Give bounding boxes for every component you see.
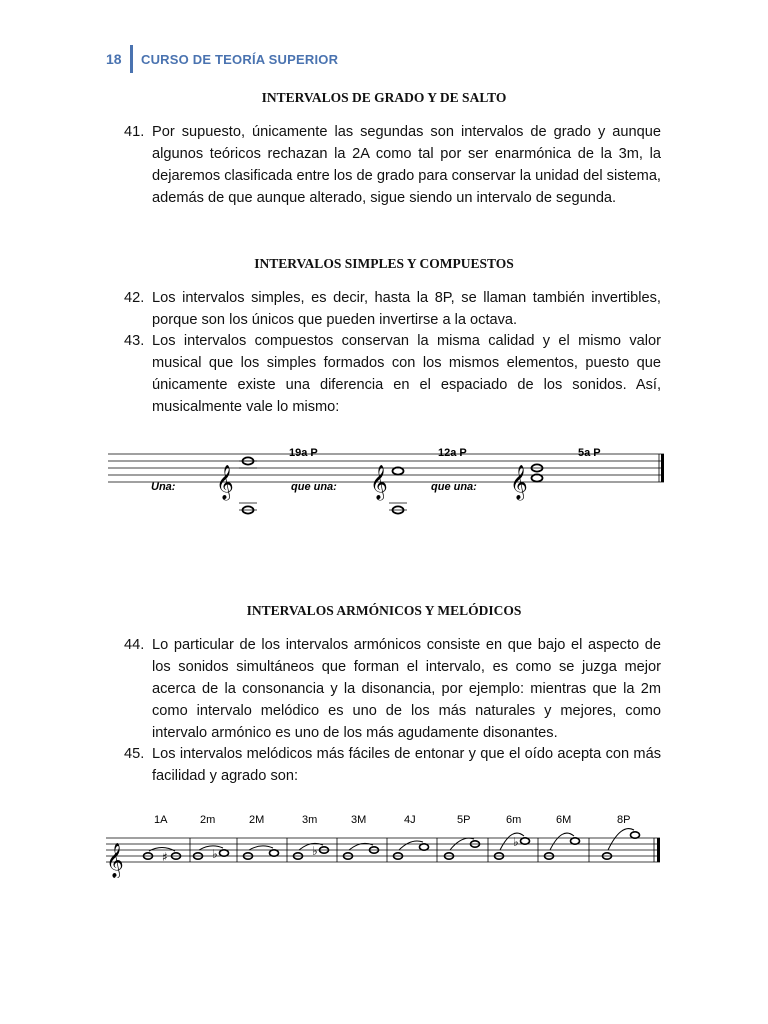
paragraph-45: 45. Los intervalos melódicos más fáciles de entonar y que el oído acepta con más facilidad y agrado son: — [128, 743, 661, 787]
page-number: 18 — [106, 51, 122, 67]
paragraph-41: 41. Por supuesto, únicamente las segundas son intervalos de grado y aunque algunos teóricos rechazan la 2A como tal por ser enarmónica de la 3m, la dejaremos clasificada entre los de grado para conservar la unidad del sistema, además de que aunque alterado, sigue siendo un intervalo de segunda. — [128, 121, 661, 209]
treble-clef-icon: 𝄞 — [216, 465, 234, 500]
interval-label-1A: 1A — [154, 814, 168, 826]
interval-label-12aP: 12a P — [438, 447, 467, 459]
sharp-icon: ♯ — [162, 850, 168, 864]
inline-label-que-una-2: que una: — [431, 481, 477, 493]
header-title: CURSO DE TEORÍA SUPERIOR — [141, 51, 339, 67]
paragraph-43: 43. Los intervalos compuestos conservan la misma calidad y el mismo valor musical que los simples formados con los mismos elementos, puesto que únicamente existe una diferencia en el espaciado de los sonidos. Así, musicalmente vale lo mismo: — [128, 330, 661, 418]
paragraph-42: 42. Los intervalos simples, es decir, hasta la 8P, se llaman también invertibles, porque son los únicos que pueden invertirse a la octava. — [128, 287, 661, 331]
interval-label-5aP: 5a P — [578, 447, 601, 459]
section-title-armonicos-melodicos: INTERVALOS ARMÓNICOS Y MELÓDICOS — [246, 603, 522, 618]
music-staff-compound-intervals — [108, 440, 668, 520]
flat-icon: ♭ — [513, 835, 519, 849]
interval-label-5P: 5P — [457, 814, 471, 826]
interval-label-6M: 6M — [556, 814, 572, 826]
item-text: Los intervalos melódicos más fáciles de entonar y que el oído acepta con más facilidad y agrado son: — [152, 746, 661, 784]
page-header — [106, 46, 338, 72]
interval-label-8P: 8P — [617, 814, 631, 826]
interval-label-4J: 4J — [404, 814, 416, 826]
treble-clef-icon: 𝄞 — [106, 843, 124, 878]
interval-label-3m: 3m — [302, 814, 318, 826]
item-text: Los intervalos compuestos conservan la misma calidad y el mismo valor musical que los simples formados con los mismos elementos, puesto que únicamente existe una diferencia en el espaciado de los sonidos. Así, musicalmente vale lo mismo: — [152, 333, 661, 415]
music-staff-melodic-intervals — [106, 808, 664, 878]
whole-note-group-19aP — [239, 457, 257, 513]
paragraph-44: 44. Lo particular de los intervalos armónicos consiste en que bajo el aspecto de los sonidos simultáneos que forman el intervalo, es como se juzga mejor acerca de la consonancia y la disonancia, por ejemplo: mientras que la 2m como intervalo melódico es uno de los más naturales y mejores, como intervalo armónico es uno de los más agudamente disonantes. — [128, 634, 661, 744]
section-title-simples-compuestos: INTERVALOS SIMPLES Y COMPUESTOS — [254, 256, 514, 271]
item-text: Por supuesto, únicamente las segundas son intervalos de grado y aunque algunos teóricos rechazan la 2A como tal por ser enarmónica de la 3m, la dejaremos clasificada entre los de grado para conservar la unidad del sistema, además de que aunque alterado, sigue siendo un intervalo de segunda. — [152, 124, 661, 206]
interval-label-3M: 3M — [351, 814, 367, 826]
whole-note-group-12aP — [389, 467, 407, 513]
interval-label-2M: 2M — [249, 814, 265, 826]
accidentals — [162, 835, 519, 864]
item-text: Lo particular de los intervalos armónicos consiste en que bajo el aspecto de los sonidos simultáneos que forman el intervalo, es como se juzga mejor acerca de la consonancia y la disonancia, por ejemplo: mientras que la 2m como intervalo melódico es uno de los más naturales y mejores, como intervalo armónico es uno de los más agudamente disonantes. — [152, 637, 661, 741]
flat-icon: ♭ — [312, 844, 318, 858]
interval-label-19aP: 19a P — [289, 447, 318, 459]
item-text: Los intervalos simples, es decir, hasta la 8P, se llaman también invertibles, porque son los únicos que pueden invertirse a la octava. — [152, 290, 661, 328]
section-title-grado-salto: INTERVALOS DE GRADO Y DE SALTO — [261, 90, 507, 105]
whole-note-group-5aP — [532, 464, 543, 481]
header-divider — [130, 45, 133, 73]
flat-icon: ♭ — [212, 847, 218, 861]
treble-clef-icon: 𝄞 — [370, 465, 388, 500]
inline-label-que-una-1: que una: — [291, 481, 337, 493]
treble-clef-icon: 𝄞 — [510, 465, 528, 500]
interval-label-6m: 6m — [506, 814, 522, 826]
inline-label-una: Una: — [151, 481, 176, 493]
interval-label-2m: 2m — [200, 814, 216, 826]
